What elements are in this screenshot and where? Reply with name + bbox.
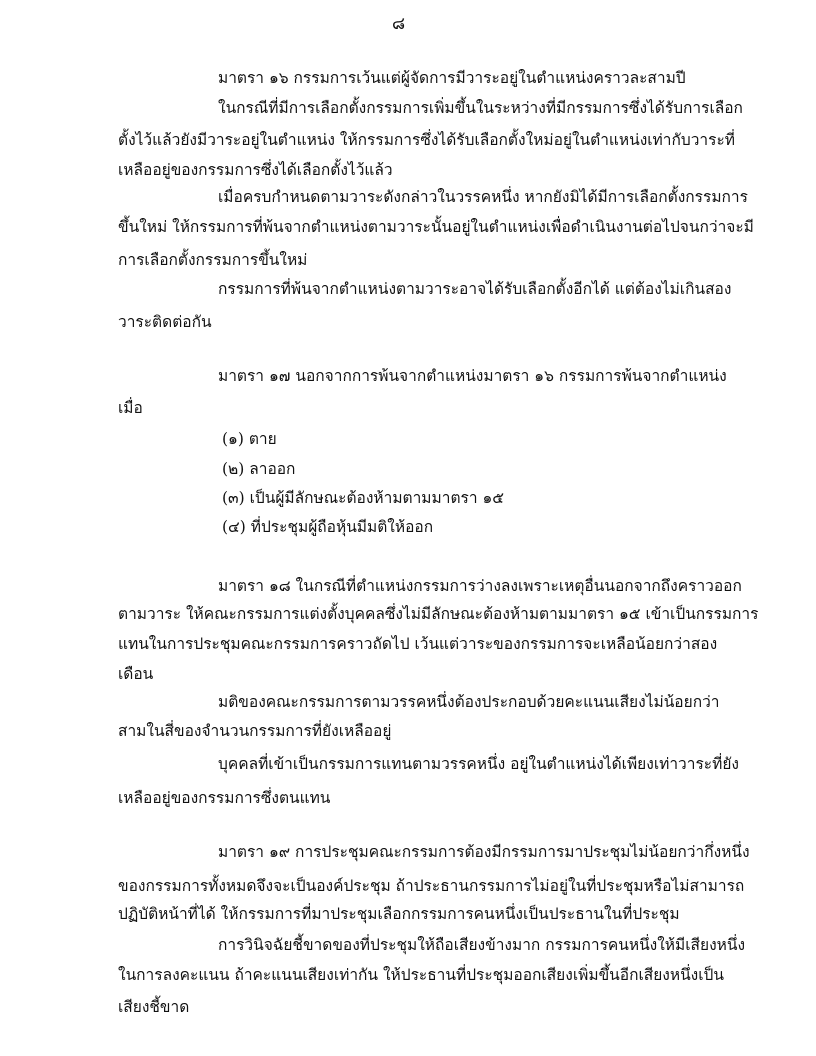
sec19-para2-line3: เสียงชี้ขาด [118, 998, 190, 1016]
sec16-para2-line1: ในกรณีที่มีการเลือกตั้งกรรมการเพิ่มขึ้นในระหว่างที่มีกรรมการซึ่งได้รับการเลือก [218, 99, 743, 117]
sec17-item-3: (๓) เป็นผู้มีลักษณะต้องห้ามตามมาตรา ๑๕ [222, 489, 505, 507]
sec16-heading-line: มาตรา ๑๖ กรรมการเว้นแต่ผู้จัดการมีวาระอยู่ในตำแหน่งคราวละสามปี [218, 69, 686, 87]
sec18-heading-line: มาตรา ๑๘ ในกรณีที่ตำแหน่งกรรมการว่างลงเพราะเหตุอื่นนอกจากถึงคราวออก [218, 577, 742, 595]
sec18-para1-line2: ตามวาระ ให้คณะกรรมการแต่งตั้งบุคคลซึ่งไม่มีลักษณะต้องห้ามตามมาตรา ๑๕ เข้าเป็นกรรมการ [118, 605, 759, 623]
sec18-para2-line2: สามในสี่ของจำนวนกรรมการที่ยังเหลืออยู่ [118, 722, 392, 740]
sec17-heading-line2: เมื่อ [118, 399, 143, 417]
sec16-para3-line1: เมื่อครบกำหนดตามวาระดังกล่าวในวรรคหนึ่ง หากยังมิได้มีการเลือกตั้งกรรมการ [218, 188, 748, 206]
sec18-para3-line1: บุคคลที่เข้าเป็นกรรมการแทนตามวรรคหนึ่ง อยู่ในตำแหน่งได้เพียงเท่าวาระที่ยัง [218, 755, 739, 773]
sec19-para1-line2: ของกรรมการทั้งหมดจึงจะเป็นองค์ประชุม ถ้าประธานกรรมการไม่อยู่ในที่ประชุมหรือไม่สามารถ [118, 877, 745, 895]
sec17-item-1: (๑) ตาย [222, 430, 277, 448]
sec19-para1-line3: ปฏิบัติหน้าที่ได้ ให้กรรมการที่มาประชุมเลือกกรรมการคนหนึ่งเป็นประธานในที่ประชุม [118, 905, 680, 923]
sec19-heading-line: มาตรา ๑๙ การประชุมคณะกรรมการต้องมีกรรมการมาประชุมไม่น้อยกว่ากึ่งหนึ่ง [218, 843, 750, 861]
sec17-item-4: (๔) ที่ประชุมผู้ถือหุ้นมีมติให้ออก [222, 518, 434, 536]
sec17-item-2: (๒) ลาออก [222, 460, 296, 478]
sec18-para1-line4: เดือน [118, 665, 154, 683]
sec16-para4-line1: กรรมการที่พ้นจากตำแหน่งตามวาระอาจได้รับเลือกตั้งอีกได้ แต่ต้องไม่เกินสอง [218, 280, 732, 298]
sec18-para2-line1: มติของคณะกรรมการตามวรรคหนึ่งต้องประกอบด้วยคะแนนเสียงไม่น้อยกว่า [218, 693, 720, 711]
sec19-para2-line2: ในการลงคะแนน ถ้าคะแนนเสียงเท่ากัน ให้ประธานที่ประชุมออกเสียงเพิ่มขึ้นอีกเสียงหนึ่งเป็น [118, 966, 724, 984]
sec16-para2-line3: เหลืออยู่ของกรรมการซึ่งได้เลือกตั้งไว้แล้ว [118, 161, 393, 179]
sec19-para2-line1: การวินิจฉัยชี้ขาดของที่ประชุมให้ถือเสียงข้างมาก กรรมการคนหนึ่งให้มีเสียงหนึ่ง [218, 936, 746, 954]
sec16-para2-line2: ตั้งไว้แล้วยังมีวาระอยู่ในตำแหน่ง ให้กรรมการซึ่งได้รับเลือกตั้งใหม่อยู่ในตำแหน่งเท่ากับวาระที่ [118, 131, 735, 149]
sec16-para3-line2: ขึ้นใหม่ ให้กรรมการที่พ้นจากตำแหน่งตามวาระนั้นอยู่ในตำแหน่งเพื่อดำเนินงานต่อไปจนกว่าจะมี [118, 218, 754, 236]
sec18-para1-line3: แทนในการประชุมคณะกรรมการคราวถัดไป เว้นแต่วาระของกรรมการจะเหลือน้อยกว่าสอง [118, 635, 718, 653]
sec16-para4-line2: วาระติดต่อกัน [118, 313, 212, 331]
sec16-para3-line3: การเลือกตั้งกรรมการขึ้นใหม่ [118, 251, 308, 269]
sec17-heading-line: มาตรา ๑๗ นอกจากการพ้นจากตำแหน่งมาตรา ๑๖ กรรมการพ้นจากตำแหน่ง [218, 367, 727, 385]
page-number: ๘ [392, 14, 406, 34]
sec18-para3-line2: เหลืออยู่ของกรรมการซึ่งตนแทน [118, 789, 331, 807]
